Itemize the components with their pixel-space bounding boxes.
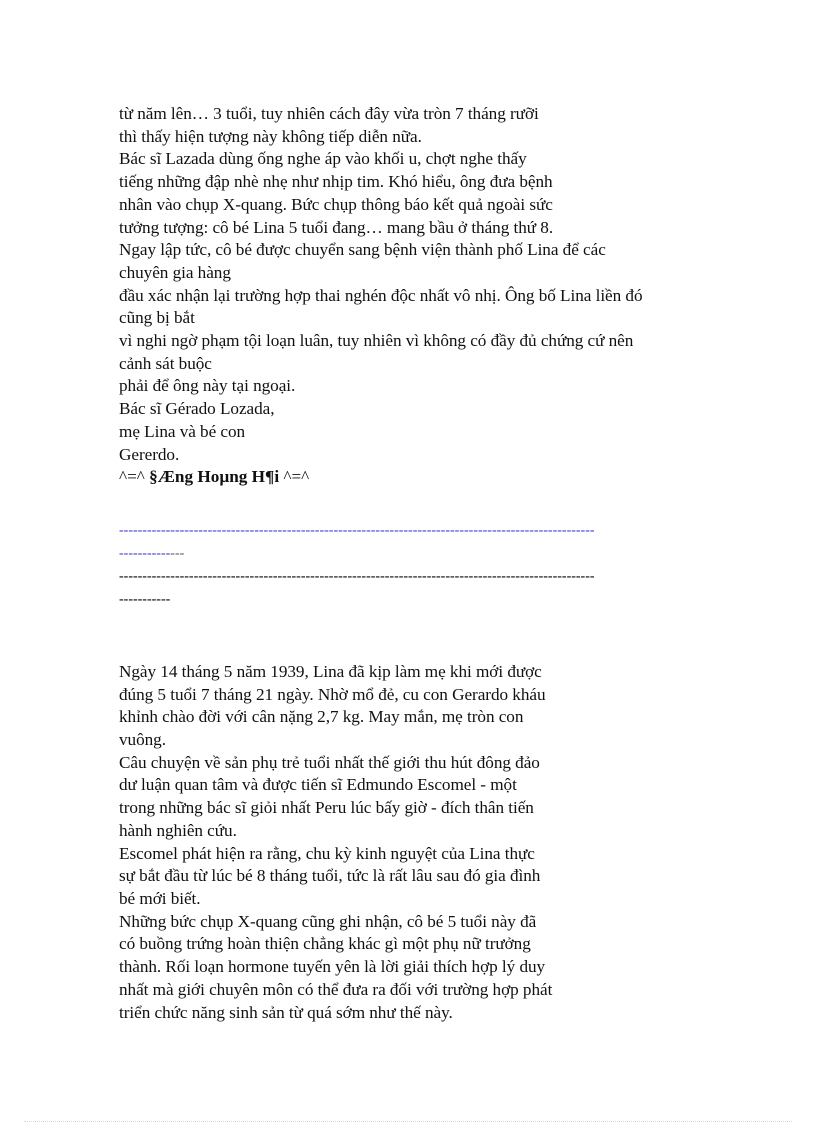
divider-link-line xyxy=(119,542,679,565)
article-section-1 xyxy=(119,103,704,489)
text-line: thành. Rối loạn hormone tuyến yên là lời giải thích hợp lý duy xyxy=(119,957,546,977)
text-line: vì nghi ngờ phạm tội loạn luân, tuy nhiên vì không có đầy đủ chứng cứ nên xyxy=(119,331,634,351)
text-line: nhất mà giới chuyên môn có thể đưa ra đối với trường hợp phát xyxy=(119,979,553,999)
divider-rule: ------------------------------------------------------------------------------------------------------ xyxy=(119,568,595,584)
section-gap xyxy=(119,611,704,661)
text-line: Câu chuyện về sản phụ trẻ tuổi nhất thế giới thu hút đông đảo xyxy=(119,752,540,772)
text-line: Bác sĩ Lazada dùng ống nghe áp vào khối u, chợt nghe thấy xyxy=(119,149,527,169)
text-line: cũng bị bắt xyxy=(119,308,195,328)
article-section-2 xyxy=(119,661,704,1024)
text-line: phải để ông này tại ngoại. xyxy=(119,376,296,396)
text-line: nhân vào chụp X-quang. Bức chụp thông báo kết quả ngoài sức xyxy=(119,194,553,214)
signature-name: §Æng Hoµng H¶i xyxy=(149,467,280,487)
text-line: vuông. xyxy=(119,730,166,750)
text-line: Ngày 14 tháng 5 năm 1939, Lina đã kịp làm mẹ khi mới được xyxy=(119,661,542,681)
text-line: Escomel phát hiện ra rằng, chu kỳ kinh nguyệt của Lina thực xyxy=(119,843,535,863)
text-line: đúng 5 tuổi 7 tháng 21 ngày. Nhờ mổ đẻ, cu con Gerardo kháu xyxy=(119,684,546,704)
text-line: Những bức chụp X-quang cũng ghi nhận, cô bé 5 tuổi này đã xyxy=(119,911,537,931)
text-line: khỉnh chào đời với cân nặng 2,7 kg. May mắn, mẹ tròn con xyxy=(119,707,524,727)
divider-rule: ----------- xyxy=(119,591,171,607)
signature-suffix: ^=^ xyxy=(279,467,310,487)
photo-caption-line: Bác sĩ Gérado Lozada, xyxy=(119,399,275,419)
author-signature xyxy=(119,466,704,489)
divider-link[interactable]: ------------------------------------------------------------------------------------------------------ xyxy=(119,522,595,538)
text-line: hành nghiên cứu. xyxy=(119,820,237,840)
divider-block xyxy=(119,519,679,611)
text-line: Ngay lập tức, cô bé được chuyển sang bệnh viện thành phố Lina để các xyxy=(119,240,606,260)
text-line: đầu xác nhận lại trường hợp thai nghén độc nhất vô nhị. Ông bố Lina liền đó xyxy=(119,285,643,305)
text-line: tiếng những đập nhè nhẹ như nhịp tim. Khó hiểu, ông đưa bệnh xyxy=(119,172,553,192)
signature-prefix: ^=^ xyxy=(119,467,150,487)
text-line: bé mới biết. xyxy=(119,888,201,908)
text-line: tưởng tượng: cô bé Lina 5 tuổi đang… mang bầu ở tháng thứ 8. xyxy=(119,217,554,237)
text-line: dư luận quan tâm và được tiến sĩ Edmundo Escomel - một xyxy=(119,775,517,795)
text-line: sự bắt đầu từ lúc bé 8 tháng tuổi, tức là rất lâu sau đó gia đình xyxy=(119,866,541,886)
text-line: có buồng trứng hoàn thiện chẳng khác gì một phụ nữ trưởng xyxy=(119,934,531,954)
divider-link[interactable]: ----------- xyxy=(119,545,171,561)
photo-caption-line: mẹ Lina và bé con xyxy=(119,421,246,441)
text-line: chuyên gia hàng xyxy=(119,262,231,282)
page-bottom-edge xyxy=(24,1121,792,1122)
text-line: từ năm lên… 3 tuổi, tuy nhiên cách đây vừa tròn 7 tháng rưỡi xyxy=(119,104,539,123)
document-page xyxy=(119,103,704,1024)
text-line: triển chức năng sinh sản từ quá sớm như thế này. xyxy=(119,1002,453,1022)
text-line: thì thấy hiện tượng này không tiếp diễn nữa. xyxy=(119,126,422,146)
text-line: cảnh sát buộc xyxy=(119,353,212,373)
divider-link-line[interactable] xyxy=(119,519,679,542)
divider-tail: --- xyxy=(170,545,185,561)
photo-caption-line: Gererdo. xyxy=(119,444,180,464)
text-line: trong những bác sĩ giỏi nhất Peru lúc bấy giờ - đích thân tiến xyxy=(119,798,534,818)
